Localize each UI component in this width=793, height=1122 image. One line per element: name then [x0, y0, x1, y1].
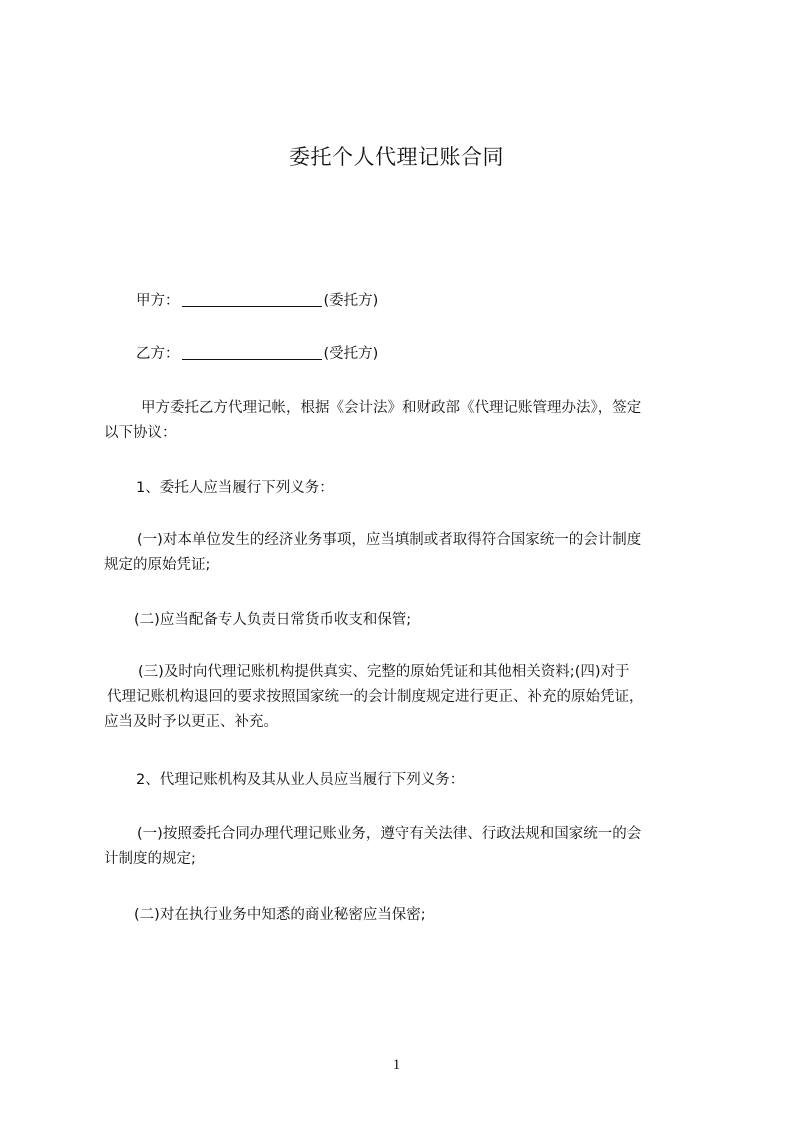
party-a-blank-field	[182, 291, 322, 307]
contract-title: 委托个人代理记账合同	[289, 145, 504, 169]
section-1-item-1-line-1: (一)对本单位发生的经济业务事项，应当填制或者取得符合国家统一的会计制度	[137, 532, 642, 548]
section-1-item-3-line-3: 应当及时予以更正、补充。	[104, 714, 278, 730]
section-1-item-3-line-1: (三)及时向代理记账机构提供真实、完整的原始凭证和其他相关资料;(四)对于	[138, 664, 630, 680]
section-2-item-1	[104, 822, 704, 872]
party-b-label: 乙方：	[136, 346, 180, 362]
section-2-item-1-line-2: 计制度的规定;	[104, 851, 196, 867]
section-2-item-1-line-1: (一)按照委托合同办理代理记账业务，遵守有关法律、行政法规和国家统一的会	[137, 826, 642, 842]
section-1-item-1-line-2: 规定的原始凭证;	[104, 557, 211, 573]
section-2-heading: 2、代理记账机构及其从业人员应当履行下列义务：	[136, 772, 465, 788]
party-a-line	[136, 289, 736, 314]
party-a-label: 甲方：	[136, 293, 180, 309]
section-2-item-2: (二)对在执行业务中知悉的商业秘密应当保密;	[134, 907, 426, 923]
intro-paragraph	[104, 396, 704, 446]
party-b-role: (受托方)	[323, 346, 379, 362]
page-number: 1	[392, 1057, 401, 1073]
section-1-heading: 1、委托人应当履行下列义务：	[136, 480, 334, 496]
intro-line-1: 甲方委托乙方代理记帐，根据《会计法》和财政部《代理记账管理办法》，签定	[141, 400, 642, 416]
party-a-role: (委托方)	[323, 293, 379, 309]
section-1-item-3	[104, 660, 704, 735]
section-1-item-1	[104, 528, 704, 578]
section-1-item-3-line-2: 代理记账机构退回的要求按照国家统一的会计制度规定进行更正、补充的原始凭证，	[107, 689, 644, 705]
section-1-item-2: (二)应当配备专人负责日常货币收支和保管;	[134, 612, 412, 628]
intro-line-2: 以下协议：	[104, 425, 177, 441]
party-b-line	[136, 342, 736, 367]
party-b-blank-field	[182, 344, 322, 360]
